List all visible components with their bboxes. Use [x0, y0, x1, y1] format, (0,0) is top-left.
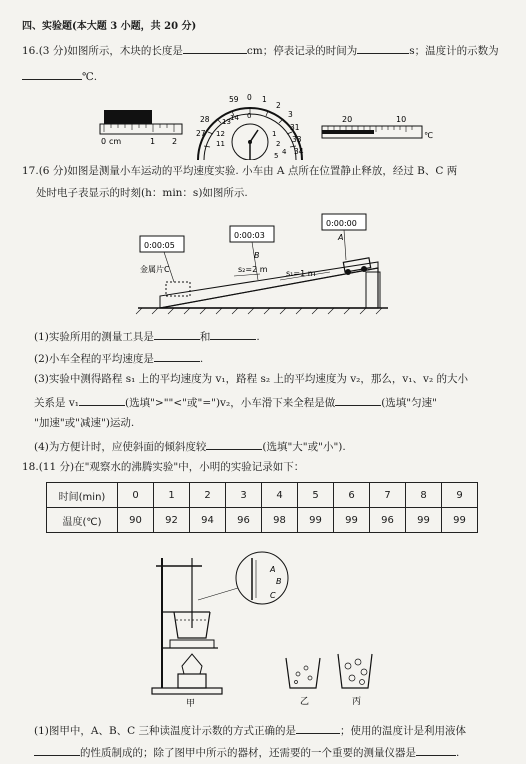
- svg-text:0: 0: [247, 93, 252, 102]
- stand-base: [152, 688, 222, 694]
- timer-b-value: 0:00:03: [234, 231, 265, 240]
- alcohol-lamp-flame: [182, 654, 202, 674]
- boiling-apparatus-figure: [140, 548, 380, 708]
- q16-blank-temp[interactable]: [22, 68, 82, 80]
- table-cell: 0: [118, 483, 154, 508]
- table-header-temp: 温度(℃): [47, 508, 118, 533]
- q16-line2: ℃.: [22, 68, 97, 84]
- table-cell: 99: [298, 508, 334, 533]
- q18-p1-line2: 的性质制成的；除了图甲中所示的器材，还需要的一个重要的测量仪器是 .: [34, 744, 459, 760]
- table-cell: 96: [226, 508, 262, 533]
- metal-plate-c: [166, 282, 190, 296]
- table-cell: 96: [370, 508, 406, 533]
- label-yi: 乙: [300, 697, 310, 707]
- ruler-label-0: 0: [101, 137, 107, 146]
- ruler-body: [100, 124, 182, 134]
- svg-text:1: 1: [262, 95, 267, 104]
- thermo-liquid: [322, 130, 374, 134]
- alcohol-lamp: [178, 674, 206, 688]
- table-cell: 8: [406, 483, 442, 508]
- beaker-yi: [286, 658, 320, 688]
- table-cell: 6: [334, 483, 370, 508]
- stopwatch-hand: [250, 130, 258, 142]
- asbestos-net: [170, 640, 214, 648]
- q17-p4: (4)为方便计时，应使斜面的倾斜度较 (选填"大"或"小").: [34, 438, 346, 454]
- q18-blank-instrument[interactable]: [416, 744, 456, 756]
- svg-text:2: 2: [276, 140, 281, 148]
- table-cell: 5: [298, 483, 334, 508]
- table-cell: 90: [118, 508, 154, 533]
- table-cell: 99: [334, 508, 370, 533]
- stopwatch-figure: [192, 84, 308, 160]
- timer-c-value: 0:00:05: [144, 241, 175, 250]
- label-b: B: [254, 251, 260, 260]
- svg-text:33: 33: [292, 135, 302, 144]
- q18-blank-correct-way[interactable]: [296, 722, 340, 734]
- table-cell: 4: [262, 483, 298, 508]
- q17-line2: 处时电子表显示的时刻(h：min：s)如图所示.: [36, 187, 248, 199]
- thermometer-figure: [318, 112, 436, 146]
- q17-line1: 17.(6 分)如图是测量小车运动的平均速度实验. 小车由 A 点所在位置静止释放，经过 B、C 两: [22, 165, 458, 177]
- svg-text:0: 0: [247, 112, 252, 120]
- q18-line1: 18.(11 分)在"观察水的沸腾实验"中，小明的实验记录如下：: [22, 461, 305, 473]
- table-cell: 94: [190, 508, 226, 533]
- table-cell: 92: [154, 508, 190, 533]
- incline-board: [160, 262, 378, 308]
- ruler-label-2: 2: [172, 137, 178, 146]
- table-row: [47, 483, 478, 508]
- ruler-label-1: 1: [150, 137, 156, 146]
- svg-text:3: 3: [288, 110, 293, 119]
- label-jia: 甲: [186, 699, 196, 708]
- table-row: [47, 508, 478, 533]
- table-cell: 3: [226, 483, 262, 508]
- label-s1: s₁=1 m: [286, 269, 316, 278]
- timer-a-value: 0:00:00: [326, 219, 357, 228]
- svg-text:31: 31: [290, 123, 300, 132]
- svg-text:13: 13: [222, 118, 231, 126]
- view-a: A: [270, 565, 276, 574]
- q16-blank-time[interactable]: [357, 42, 409, 54]
- q17-p3-line3: "加速"或"减速")运动.: [34, 417, 135, 429]
- q17-blank-motion[interactable]: [335, 394, 381, 406]
- label-bing: 丙: [352, 697, 362, 707]
- svg-text:4: 4: [282, 148, 287, 156]
- table-cell: 99: [406, 508, 442, 533]
- label-a: A: [338, 233, 344, 242]
- section-title: 四、实验题(本大题 3 小题，共 20 分): [22, 21, 197, 32]
- table-cell: 1: [154, 483, 190, 508]
- table-cell: 98: [262, 508, 298, 533]
- q17-blank-tool2[interactable]: [210, 328, 256, 340]
- q16-blank-length[interactable]: [183, 42, 247, 54]
- q17-p3-line1: (3)实验中测得路程 s₁ 上的平均速度为 v₁，路程 s₂ 上的平均速度为 v₂，那么，v₁、v₂ 的大小: [34, 373, 468, 385]
- q17-blank-tool1[interactable]: [154, 328, 200, 340]
- ruler-label-cm: cm: [109, 137, 122, 146]
- table-cell: 7: [370, 483, 406, 508]
- svg-text:14: 14: [230, 114, 239, 122]
- svg-text:27: 27: [196, 129, 206, 138]
- table-cell: 9: [442, 483, 478, 508]
- view-c: C: [270, 591, 276, 600]
- q17-p1: (1)实验所用的测量工具是 和 .: [34, 328, 260, 344]
- table-cell: 99: [442, 508, 478, 533]
- q17-blank-compare[interactable]: [79, 394, 125, 406]
- ruler-figure: [96, 108, 186, 150]
- q17-blank-avg-speed[interactable]: [154, 350, 200, 362]
- boiling-data-table: [46, 482, 478, 533]
- thermo-label-10: 10: [396, 115, 407, 124]
- q16-line1: 16.(3 分)如图所示，木块的长度是 cm；停表记录的时间为 s；温度计的示数为: [22, 42, 499, 58]
- q18-p1-line1: (1)图甲中，A、B、C 三种读温度计示数的方式正确的是 ；使用的温度计是利用液体: [34, 722, 466, 738]
- view-b: B: [276, 577, 282, 586]
- svg-text:34: 34: [294, 147, 304, 156]
- svg-text:12: 12: [216, 130, 225, 138]
- slope-figure: [130, 210, 394, 316]
- svg-text:11: 11: [216, 140, 225, 148]
- svg-text:5: 5: [274, 152, 279, 160]
- wood-block: [104, 110, 152, 124]
- svg-text:2: 2: [276, 101, 281, 110]
- label-s2: s₂=2 m: [238, 265, 268, 274]
- svg-text:1: 1: [272, 130, 277, 138]
- q17-p3-line2: 关系是 v₁ (选填">""<"或"=")v₂，小车滑下来全程是做 (选填"匀速": [34, 394, 437, 410]
- table-cell: 2: [190, 483, 226, 508]
- q18-blank-property[interactable]: [34, 744, 80, 756]
- svg-text:28: 28: [200, 115, 210, 124]
- svg-text:59: 59: [229, 95, 239, 104]
- q17-blank-slope[interactable]: [206, 438, 262, 450]
- thermo-label-20: 20: [342, 115, 353, 124]
- label-metal-c: 金属片C: [140, 265, 170, 274]
- thermo-unit: ℃: [424, 131, 433, 140]
- q17-p2: (2)小车全程的平均速度是 .: [34, 350, 203, 366]
- table-header-time: 时间(min): [47, 483, 118, 508]
